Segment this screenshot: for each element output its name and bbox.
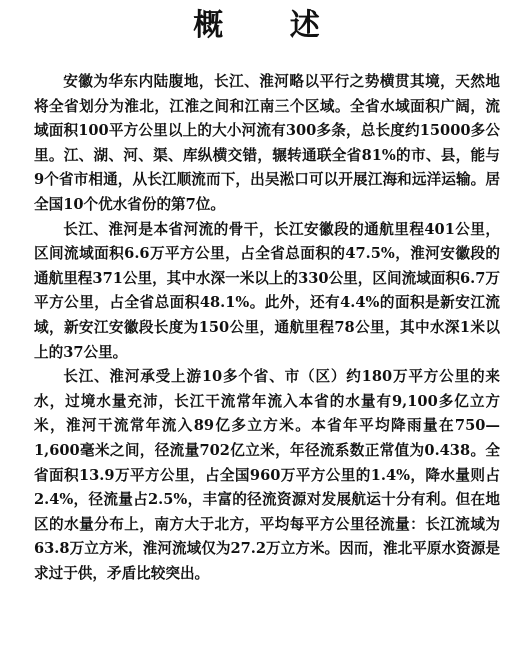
paragraph-3: 长江、淮河承受上游10多个省、市（区）约180万平方公里的来水，过境水量充沛，长江干流常年流入本省的水量有9,100多亿立方米，淮河干流常年流入89亿多立方米。本省年平均降雨量在750—1,600毫米之间，径流量702亿立米，年径流系数正常值为0.438。全省面积13.9万平方公里，占全国960万平方公里的1.4%，降水量则占2.4%，径流量占2.5%，丰富的径流资源对发展航运十分有利。但在地区的水量分布上，南方大于北方，平均每平方公里径流量：长江流域为63.8万立方米，淮河流域仅为27.2万立方米。因而，淮北平原水资源是求过于供，矛盾比较突出。 <box>34 368 500 582</box>
paragraph-2: 长江、淮河是本省河流的骨干，长江安徽段的通航里程401公里，区间流域面积6.6万平方公里，占全省总面积的47.5%，淮河安徽段的通航里程371公里，其中水深一米以上的330公里，区间流域面积6.7万平方公里，占全省总面积48.1%。此外，还有4.4%的面积是新安江流域，新安江安徽段长度为150公里，通航里程78公里，其中水深1米以上的37公里。 <box>34 220 500 361</box>
paragraph-1: 安徽为华东内陆腹地，长江、淮河略以平行之势横贯其境，天然地将全省划分为淮北，江淮之间和江南三个区域。全省水域面积广阔，流域面积100平方公里以上的大小河流有300多条，总长度约15000多公里。江、湖、河、渠、库纵横交错，辗转通联全省81%的市、县，能与9个省市相通，从长江顺流而下，出吴淞口可以开展江海和远洋运输。居全国10个优水省份的第7位。 <box>34 73 500 213</box>
body-text <box>34 70 500 586</box>
page-title: 概 述 <box>193 8 348 43</box>
